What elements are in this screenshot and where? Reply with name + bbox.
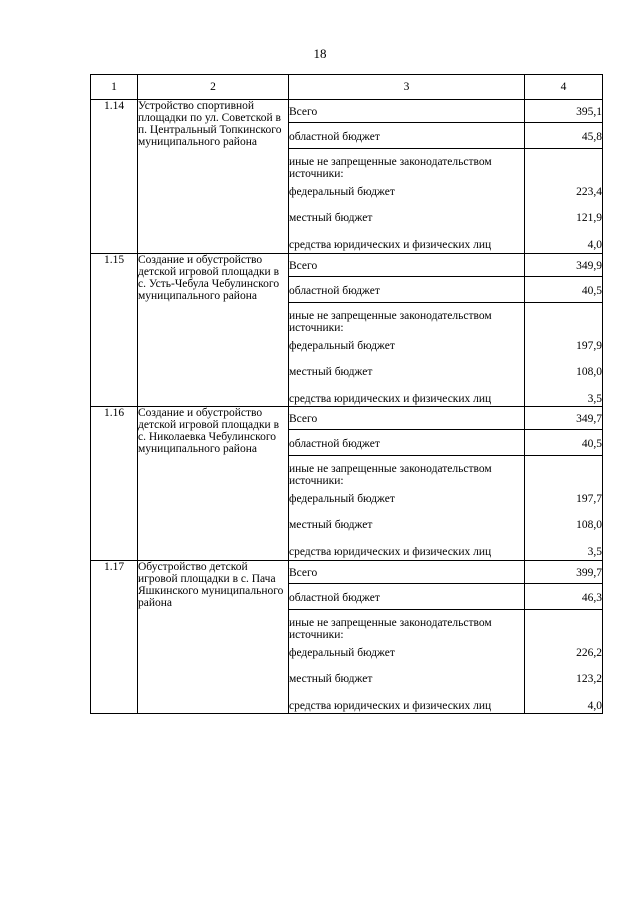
item-number: 1.16 [91, 407, 138, 561]
regional-budget-label: областной бюджет [289, 123, 525, 149]
item-number: 1.17 [91, 560, 138, 714]
local-budget-value: 108,0 [525, 360, 603, 386]
item-name: Обустройство детской игровой площадки в с. Пача Яшкинского муниципального района [138, 560, 289, 714]
table-header-row [91, 75, 603, 100]
other-sources-value [525, 302, 603, 337]
legal-entities-value: 3,5 [525, 539, 603, 560]
total-value: 349,9 [525, 253, 603, 276]
legal-entities-value: 3,5 [525, 386, 603, 407]
total-label: Всего [289, 407, 525, 430]
legal-entities-value: 4,0 [525, 693, 603, 714]
total-label: Всего [289, 253, 525, 276]
total-label: Всего [289, 560, 525, 583]
table-row [91, 407, 603, 430]
table-row [91, 253, 603, 276]
local-budget-label: местный бюджет [289, 206, 525, 232]
header-col-3: 3 [289, 75, 525, 100]
table-body [91, 100, 603, 714]
total-label: Всего [289, 100, 525, 123]
legal-entities-label: средства юридических и физических лиц [289, 693, 525, 714]
federal-budget-label: федеральный бюджет [289, 337, 525, 360]
federal-budget-value: 197,9 [525, 337, 603, 360]
other-sources-label: иные не запрещенные законодательством источники: [289, 456, 525, 491]
other-sources-label: иные не запрещенные законодательством источники: [289, 302, 525, 337]
item-name: Создание и обустройство детской игровой площадки в с. Усть-Чебула Чебулинского муниципального района [138, 253, 289, 407]
total-value: 399,7 [525, 560, 603, 583]
regional-budget-value: 40,5 [525, 276, 603, 302]
legal-entities-value: 4,0 [525, 232, 603, 253]
regional-budget-label: областной бюджет [289, 583, 525, 609]
total-value: 395,1 [525, 100, 603, 123]
regional-budget-label: областной бюджет [289, 430, 525, 456]
other-sources-value [525, 609, 603, 644]
header-col-2: 2 [138, 75, 289, 100]
federal-budget-label: федеральный бюджет [289, 490, 525, 513]
regional-budget-value: 46,3 [525, 583, 603, 609]
regional-budget-value: 45,8 [525, 123, 603, 149]
federal-budget-label: федеральный бюджет [289, 644, 525, 667]
legal-entities-label: средства юридических и физических лиц [289, 232, 525, 253]
local-budget-label: местный бюджет [289, 667, 525, 693]
other-sources-value [525, 456, 603, 491]
federal-budget-value: 223,4 [525, 183, 603, 206]
table-row [91, 560, 603, 583]
other-sources-label: иные не запрещенные законодательством источники: [289, 149, 525, 184]
item-number: 1.14 [91, 100, 138, 254]
local-budget-value: 108,0 [525, 513, 603, 539]
header-col-1: 1 [91, 75, 138, 100]
legal-entities-label: средства юридических и физических лиц [289, 386, 525, 407]
other-sources-value [525, 149, 603, 184]
item-name: Устройство спортивной площадки по ул. Советской в п. Центральный Топкинского муниципального района [138, 100, 289, 254]
total-value: 349,7 [525, 407, 603, 430]
federal-budget-value: 226,2 [525, 644, 603, 667]
local-budget-label: местный бюджет [289, 513, 525, 539]
legal-entities-label: средства юридических и физических лиц [289, 539, 525, 560]
local-budget-label: местный бюджет [289, 360, 525, 386]
header-col-4: 4 [525, 75, 603, 100]
local-budget-value: 121,9 [525, 206, 603, 232]
federal-budget-label: федеральный бюджет [289, 183, 525, 206]
item-name: Создание и обустройство детской игровой площадки в с. Николаевка Чебулинского муниципального района [138, 407, 289, 561]
federal-budget-value: 197,7 [525, 490, 603, 513]
item-number: 1.15 [91, 253, 138, 407]
other-sources-label: иные не запрещенные законодательством источники: [289, 609, 525, 644]
budget-table [90, 74, 603, 714]
table-row [91, 100, 603, 123]
regional-budget-value: 40,5 [525, 430, 603, 456]
regional-budget-label: областной бюджет [289, 276, 525, 302]
page-number: 18 [313, 46, 327, 61]
local-budget-value: 123,2 [525, 667, 603, 693]
